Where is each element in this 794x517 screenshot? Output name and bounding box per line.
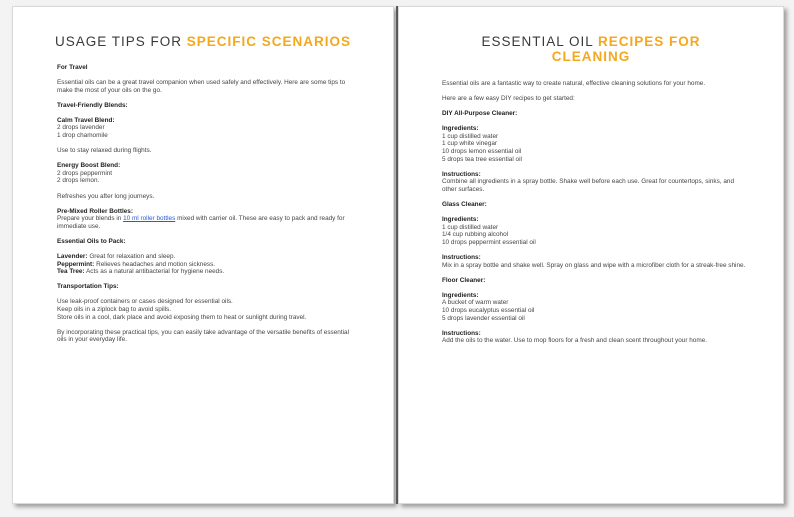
calm-line: 1 drop chamomile [57, 132, 108, 140]
right-page-title [399, 34, 783, 64]
glass-heading: Glass Cleaner: [442, 201, 487, 209]
ingredient-line: 5 drops tea tree essential oil [442, 155, 522, 163]
energy-line: 2 drops peppermint [57, 169, 113, 177]
pack-heading: Essential Oils to Pack: [57, 237, 126, 245]
calm-blend-heading: Calm Travel Blend: [57, 116, 115, 124]
calm-line: 2 drops lavender [57, 124, 105, 132]
ingredient-line: 1 cup white vinegar [442, 140, 498, 148]
roller-text-before: Prepare your blends in [57, 215, 124, 223]
closing-paragraph: By incorporating these practical tips, you can easily take advantage of the versatile benefits of essential oils in your everyday life. [57, 328, 350, 344]
instructions-label: Instructions: [442, 170, 481, 178]
pack-item-name: Peppermint: [57, 260, 95, 268]
instructions-label: Instructions: [442, 254, 481, 261]
energy-blend-block [57, 162, 357, 185]
pack-item [57, 253, 357, 261]
travel-blends-heading: Travel-Friendly Blends: [57, 101, 128, 109]
right-title-accent-line2: CLEANING [551, 49, 631, 64]
energy-blend-heading: Energy Boost Blend: [57, 162, 121, 170]
right-page [398, 6, 784, 504]
pack-item-desc: Acts as a natural antibacterial for hygiene needs. [84, 268, 225, 276]
instructions-label: Instructions: [442, 329, 481, 337]
instructions-text: Combine all ingredients in a spray bottle. Shake well before each use. Great for countertops, sinks, and other surfaces. [442, 178, 735, 193]
pack-item-name: Tea Tree: [57, 268, 85, 276]
pack-list [57, 253, 357, 276]
ingredient-line: 10 drops peppermint essential oil [442, 238, 536, 246]
transport-line: Keep oils in a ziplock bag to avoid spills. [57, 305, 172, 313]
cleaning-intro: Essential oils are a fantastic way to create natural, effective cleaning solutions for your home. [442, 80, 706, 87]
transport-line: Use leak-proof containers or cases designed for essential oils. [57, 298, 233, 306]
pack-item-desc: Great for relaxation and sleep. [87, 253, 176, 260]
roller-text-after: mixed with carrier oil. These are easy to pack and ready for immediate use. [57, 215, 345, 230]
energy-line: 2 drops lemon. [57, 177, 100, 185]
ingredient-line: 10 drops lemon essential oil [442, 148, 522, 156]
glass-instructions [442, 254, 747, 269]
ingredient-line: 10 drops eucalyptus essential oil [442, 306, 535, 314]
left-page-body [57, 64, 357, 351]
transport-list [57, 298, 357, 321]
cleaning-intro-2: Here are a few easy DIY recipes to get started: [442, 95, 575, 103]
instructions-text: Add the oils to the water. Use to mop floors for a fresh and clean scent throughout your home. [442, 337, 708, 345]
right-title-plain: ESSENTIAL OIL [481, 34, 599, 49]
transport-line: Store oils in a cool, dark place and avoid exposing them to heat or sunlight during travel. [57, 313, 307, 321]
floor-ingredients [442, 292, 747, 322]
left-page-title [13, 34, 393, 49]
ingredient-line: 1 cup distilled water [442, 132, 499, 140]
roller-block [57, 208, 357, 231]
apc-instructions [442, 171, 747, 194]
apc-ingredients [442, 125, 747, 163]
roller-bottles-link[interactable]: 10 ml roller bottles [123, 215, 176, 223]
pack-item [57, 268, 357, 276]
transport-heading: Transportation Tips: [57, 283, 119, 291]
energy-note: Refreshes you after long journeys. [57, 192, 155, 200]
right-title-accent: RECIPES FOR [598, 34, 701, 49]
ingredient-line: 1/4 cup rubbing alcohol [442, 231, 509, 239]
pack-item-name: Lavender: [57, 253, 88, 260]
calm-note: Use to stay relaxed during flights. [57, 147, 152, 155]
ingredients-label: Ingredients: [442, 291, 479, 299]
floor-instructions [442, 330, 747, 345]
right-page-body [442, 80, 747, 352]
pack-item [57, 261, 357, 269]
calm-blend-block [57, 117, 357, 140]
pack-item-desc: Relieves headaches and motion sickness. [94, 260, 216, 268]
apc-heading: DIY All-Purpose Cleaner: [442, 110, 518, 118]
floor-heading: Floor Cleaner: [442, 276, 486, 284]
left-title-plain: USAGE TIPS FOR [54, 34, 187, 49]
left-title-accent: SPECIFIC SCENARIOS [186, 34, 352, 49]
ingredient-line: 1 cup distilled water [442, 223, 499, 231]
ingredient-line: 5 drops lavender essential oil [442, 314, 525, 322]
for-travel-heading: For Travel [57, 64, 88, 71]
left-page [12, 6, 394, 504]
ingredients-label: Ingredients: [442, 125, 479, 133]
ingredient-line: A bucket of warm water [442, 299, 509, 307]
ingredients-label: Ingredients: [442, 216, 479, 224]
glass-ingredients [442, 216, 747, 246]
travel-intro: Essential oils can be a great travel companion when used safely and effectively. Here are some tips to make the most of your oils on the go. [57, 79, 346, 94]
roller-heading: Pre-Mixed Roller Bottles: [57, 207, 133, 215]
instructions-text: Mix in a spray bottle and shake well. Spray on glass and wipe with a microfiber cloth for a streak-free shine. [442, 261, 746, 269]
